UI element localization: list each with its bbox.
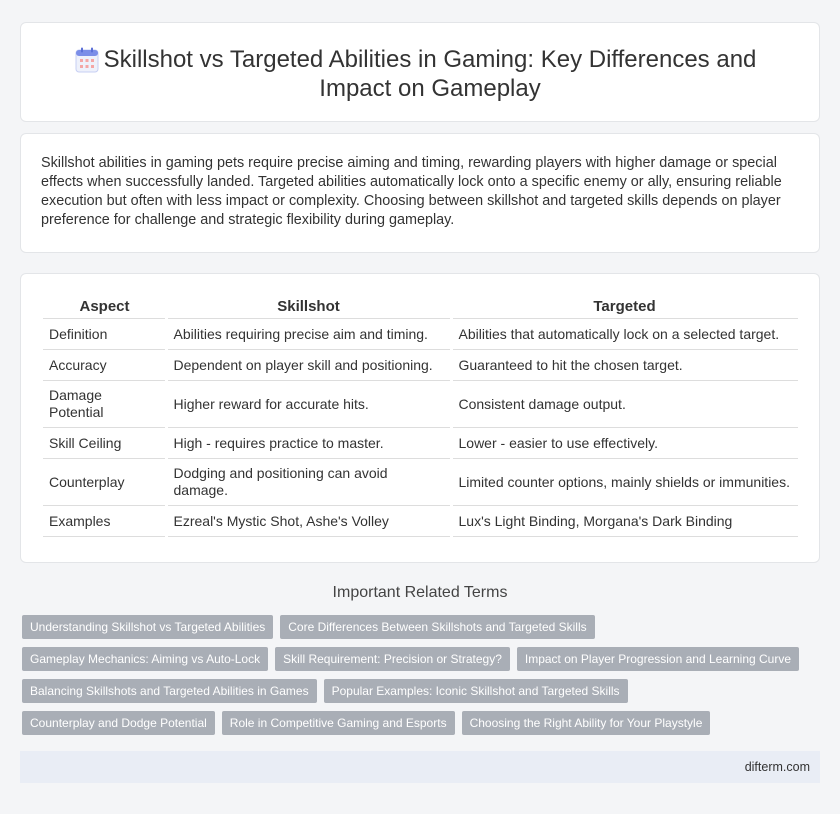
related-term-link[interactable]: Balancing Skillshots and Targeted Abilities in Games [22, 679, 317, 703]
table-row [43, 381, 798, 428]
table-row [43, 506, 798, 537]
comparison-table [43, 296, 798, 537]
related-term-link[interactable]: Role in Competitive Gaming and Esports [222, 711, 455, 735]
table-row [43, 459, 798, 506]
tag-row [22, 711, 822, 735]
table-row [43, 350, 798, 381]
comparison-card [20, 273, 820, 563]
tag-row [22, 679, 822, 703]
tag-row [22, 647, 822, 671]
table-cell: Lux's Light Binding, Morgana's Dark Binding [451, 506, 798, 537]
table-cell: Skill Ceiling [43, 428, 166, 459]
intro-paragraph: Skillshot abilities in gaming pets require precise aiming and timing, rewarding players with higher damage or special effects when successfully landed. Targeted abilities automatically lock onto a specific enemy or ally, ensuring reliable execution but often with less impact or complexity. Choosing between skillshot and targeted skills depends on player preference for challenge and strategic flexibility during gameplay. [41, 155, 782, 228]
related-term-link[interactable]: Counterplay and Dodge Potential [22, 711, 215, 735]
page-title: Skillshot vs Targeted Abilities in Gaming: Key Differences and Impact on Gameplay [103, 46, 757, 102]
table-cell: Damage Potential [43, 381, 166, 428]
table-cell: Higher reward for accurate hits. [166, 381, 451, 428]
intro-card [20, 133, 820, 253]
table-cell: Consistent damage output. [451, 381, 798, 428]
table-cell: Guaranteed to hit the chosen target. [451, 350, 798, 381]
related-term-link[interactable]: Understanding Skillshot vs Targeted Abilities [22, 615, 273, 639]
table-cell: Ezreal's Mystic Shot, Ashe's Volley [166, 506, 451, 537]
header-targeted: Targeted [451, 296, 798, 319]
title-card [20, 22, 820, 122]
header-aspect: Aspect [43, 296, 166, 319]
table-row [43, 428, 798, 459]
footer-site-link[interactable]: difterm.com [744, 760, 810, 774]
header-skillshot: Skillshot [166, 296, 451, 319]
related-term-link[interactable]: Gameplay Mechanics: Aiming vs Auto-Lock [22, 647, 268, 671]
table-cell: Dodging and positioning can avoid damage. [166, 459, 451, 506]
related-terms-title: Important Related Terms [332, 584, 508, 601]
table-header-row [43, 296, 798, 319]
related-term-link[interactable]: Impact on Player Progression and Learning Curve [517, 647, 799, 671]
table-row [43, 319, 798, 350]
related-term-link[interactable]: Choosing the Right Ability for Your Playstyle [462, 711, 711, 735]
related-term-link[interactable]: Skill Requirement: Precision or Strategy? [275, 647, 510, 671]
table-cell: Examples [43, 506, 166, 537]
table-cell: Accuracy [43, 350, 166, 381]
table-cell: Lower - easier to use effectively. [451, 428, 798, 459]
table-cell: Abilities that automatically lock on a selected target. [451, 319, 798, 350]
footer [20, 751, 820, 783]
table-cell: Definition [43, 319, 166, 350]
table-cell: Counterplay [43, 459, 166, 506]
related-terms [22, 615, 822, 743]
table-cell: Dependent on player skill and positioning. [166, 350, 451, 381]
table-cell: High - requires practice to master. [166, 428, 451, 459]
table-cell: Abilities requiring precise aim and timing. [166, 319, 451, 350]
related-term-link[interactable]: Core Differences Between Skillshots and Targeted Skills [280, 615, 594, 639]
related-term-link[interactable]: Popular Examples: Iconic Skillshot and Targeted Skills [324, 679, 628, 703]
tag-row [22, 615, 822, 639]
table-cell: Limited counter options, mainly shields or immunities. [451, 459, 798, 506]
